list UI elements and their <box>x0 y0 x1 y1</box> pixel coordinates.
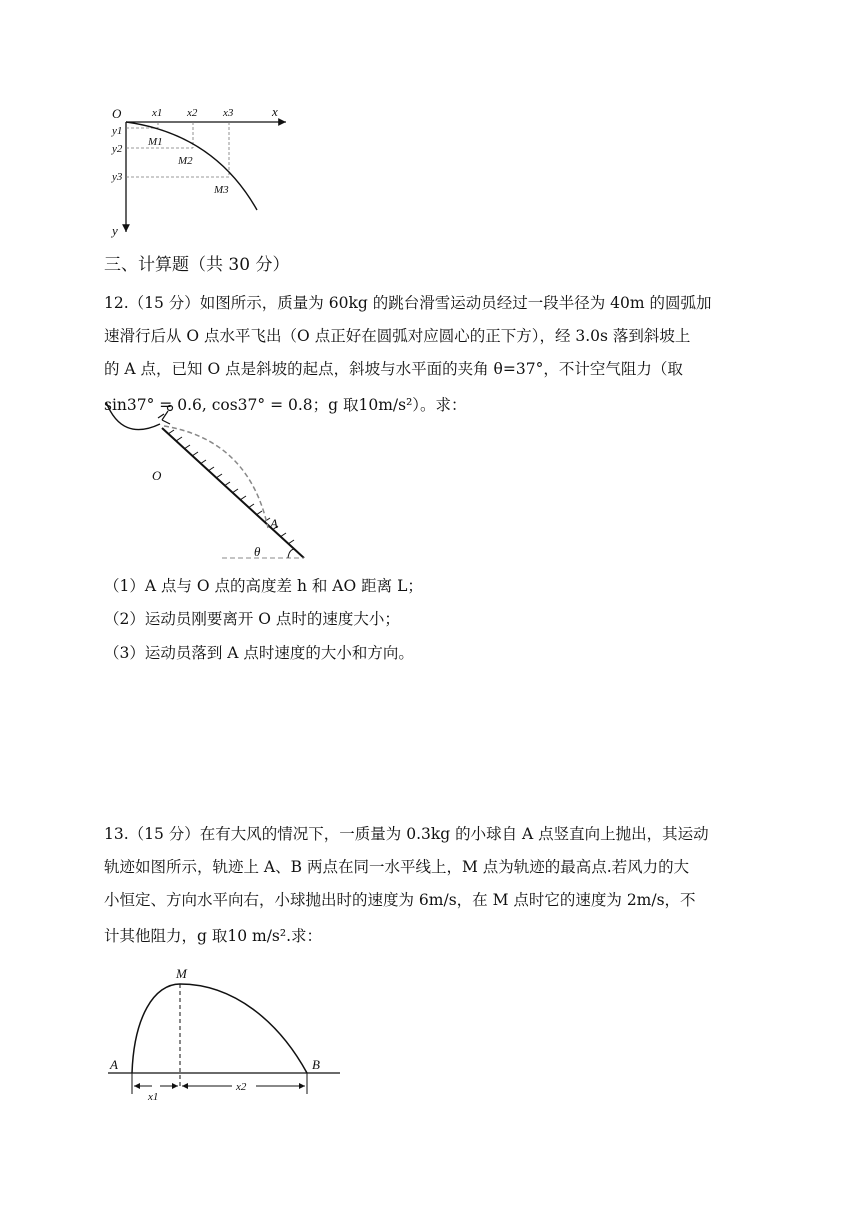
point-m2-label: M2 <box>178 155 193 167</box>
angle-theta-label: θ <box>254 544 261 559</box>
wind-trajectory-figure <box>104 962 344 1102</box>
section-title: 三、计算题（共 30 分） <box>104 255 290 275</box>
x-tick-3: x3 <box>223 107 234 119</box>
y-tick-1: y1 <box>112 125 123 137</box>
q12-line-4: sin37° = 0.6, cos37° = 0.8；g 取10m/s²）。求： <box>104 396 467 414</box>
y-axis-label: y <box>112 223 118 238</box>
y-tick-3: y3 <box>112 171 123 183</box>
point-m3-label: M3 <box>214 184 229 196</box>
q13-line-1: 13.（15 分）在有大风的情况下，一质量为 0.3kg 的小球自 A 点竖直向上抛出，其运动 <box>104 825 709 843</box>
distance-x2-label: x2 <box>236 1081 247 1093</box>
point-m-label: M <box>176 966 187 981</box>
trajectory-figure <box>104 100 294 240</box>
distance-x1-label: x1 <box>148 1091 159 1102</box>
point-a-label: A <box>270 516 278 531</box>
q13-line-2: 轨迹如图所示，轨迹上 A、B 两点在同一水平线上，M 点为轨迹的最高点.若风力的大 <box>104 858 690 876</box>
x-axis-label: x <box>272 104 278 119</box>
x-tick-2: x2 <box>187 107 198 119</box>
q13-line-4: 计其他阻力，g 取10 m/s².求： <box>104 927 323 945</box>
q12-sub-2: （2）运动员刚要离开 O 点时的速度大小； <box>104 610 400 628</box>
q12-line-3: 的 A 点，已知 O 点是斜坡的起点，斜坡与水平面的夹角 θ=37°，不计空气阻力（取 <box>104 360 683 378</box>
point-b-label: B <box>312 1057 320 1072</box>
q13-line-3: 小恒定、方向水平向右，小球抛出时的速度为 6m/s，在 M 点时它的速度为 2m/s，不 <box>104 891 696 909</box>
q12-sub-3: （3）运动员落到 A 点时速度的大小和方向。 <box>104 644 414 662</box>
q12-line-1: 12.（15 分）如图所示，质量为 60kg 的跳台滑雪运动员经过一段半径为 40m 的圆弧加 <box>104 294 712 312</box>
ski-jump-figure <box>104 398 314 566</box>
origin-label: O <box>112 106 122 121</box>
point-m1-label: M1 <box>148 136 163 148</box>
x-tick-1: x1 <box>152 107 163 119</box>
point-a-label: A <box>110 1057 118 1072</box>
q12-sub-1: （1）A 点与 O 点的高度差 h 和 AO 距离 L； <box>104 577 423 595</box>
q12-line-2: 速滑行后从 O 点水平飞出（O 点正好在圆弧对应圆心的正下方），经 3.0s 落到斜坡上 <box>104 327 691 345</box>
point-o-label: O <box>152 468 162 483</box>
y-tick-2: y2 <box>112 143 123 155</box>
